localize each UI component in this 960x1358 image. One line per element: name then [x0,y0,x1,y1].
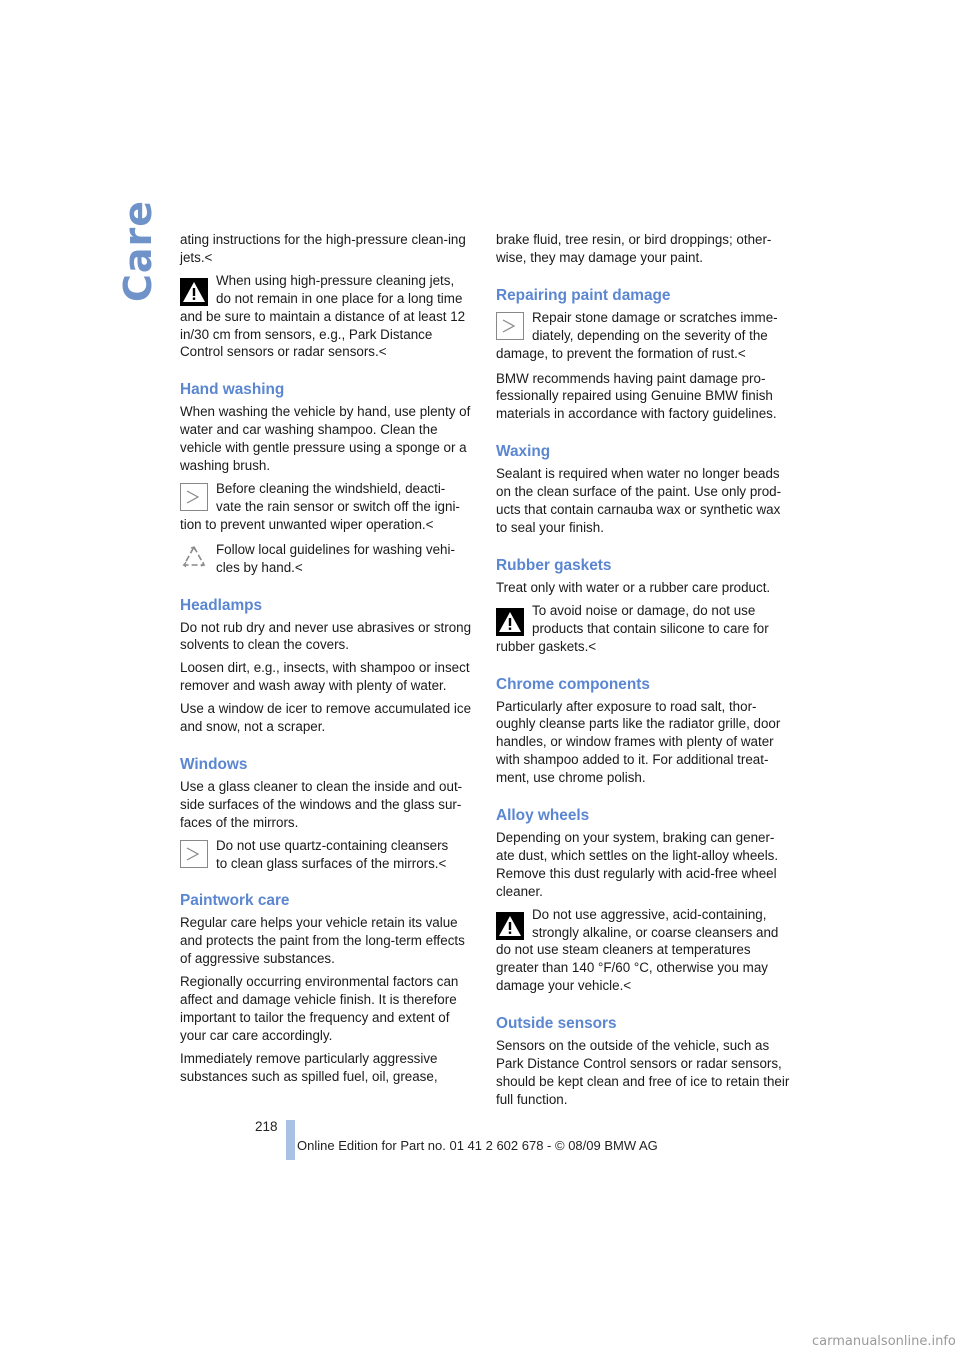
paragraph: Depending on your system, braking can gener-ate dust, which settles on the light-alloy wheels. Remove this dust regularly with acid-free wheel cleaner. [496,830,779,899]
footer-accent-bar [286,1120,295,1160]
warning-triangle-icon [496,608,524,636]
heading-outside-sensors: Outside sensors [496,1015,617,1033]
environment-note: Follow local guidelines for washing vehi- cles by hand.< [180,541,476,577]
note-arrow-icon [180,483,208,511]
warning-triangle-icon [180,278,208,306]
info-note: Repair stone damage or scratches imme- diately, depending on the severity of the damage, to prevent the formation of rust.< [496,309,778,361]
left-column [180,231,476,1091]
note-arrow-icon [180,840,208,868]
recycle-icon [180,544,208,572]
warning-note: Do not use aggressive, acid-containing, strongly alkaline, or coarse cleansers and do not use steam cleaners at temperatures greater than 140 °F/60 °C, otherwise you may damage your vehicle.< [496,906,779,994]
paragraph: Particularly after exposure to road salt, thor-oughly cleanse parts like the radiator grille, door handles, or window frames with plenty of water with shampoo added to it. For additional treat-ment, use chrome polish. [496,698,781,786]
info-note: Before cleaning the windshield, deacti- vate the rain sensor or switch off the igni- tion to prevent unwanted wiper operation.< [180,480,460,532]
paragraph: Loosen dirt, e.g., insects, with shampoo or insect remover and wash away with plenty of water. [180,660,470,694]
heading-headlamps: Headlamps [180,596,263,614]
heading-chrome-components: Chrome components [496,675,650,693]
paragraph: Sensors on the outside of the vehicle, such as Park Distance Control sensors or radar sensors, should be kept clean and free of ice to retain their full function. [496,1038,790,1107]
paragraph: brake fluid, tree resin, or bird droppings; other-wise, they may damage your paint. [496,232,772,265]
heading-windows: Windows [180,755,248,773]
heading-hand-washing: Hand washing [180,381,285,399]
paragraph: BMW recommends having paint damage pro-fessionally repaired using Genuine BMW finish materials in accordance with factory guidelines. [496,370,777,422]
page-number: 218 [255,1119,278,1134]
paragraph: Treat only with water or a rubber care product. [496,579,771,595]
paragraph: Use a window de icer to remove accumulated ice and snow, not a scraper. [180,701,472,735]
warning-triangle-icon [496,912,524,940]
paragraph: Immediately remove particularly aggressive substances such as spilled fuel, oil, grease, [180,1050,438,1084]
paragraph: Sealant is required when water no longer beads on the clean surface of the paint. Use only prod-ucts that contain carnauba wax or synthetic wax to seal your finish. [496,466,782,535]
heading-rubber-gaskets: Rubber gaskets [496,556,612,574]
section-tab-care: Care [116,199,160,302]
info-note: Do not use quartz-containing cleansers to clean glass surfaces of the mirrors.< [180,837,476,873]
paragraph: Do not rub dry and never use abrasives or strong solvents to clean the covers. [180,619,472,653]
edition-footer: Online Edition for Part no. 01 41 2 602 678 - © 08/09 BMW AG [297,1138,658,1153]
heading-paintwork-care: Paintwork care [180,892,290,910]
paragraph: Regionally occurring environmental factors can affect and damage vehicle finish. It is therefore important to tailor the frequency and extent of your car care accordingly. [180,974,459,1043]
site-watermark: carmanualsonline.info [812,1334,956,1349]
warning-note: To avoid noise or damage, do not use products that contain silicone to care for rubber gaskets.< [496,602,769,654]
paragraph: Use a glass cleaner to clean the inside and out-side surfaces of the windows and the glass sur-faces of the mirrors. [180,778,463,830]
heading-waxing: Waxing [496,443,551,461]
paragraph: Regular care helps your vehicle retain its value and protects the paint from the long-term effects of aggressive substances. [180,915,465,967]
right-column [496,231,792,1114]
warning-note: When using high-pressure cleaning jets, do not remain in one place for a long time and be sure to maintain a distance of at least 12 in/30 cm from sensors, e.g., Park Distance Control sensors or radar sensors.< [180,272,466,360]
paragraph: ating instructions for the high-pressure clean-ing jets.< [180,232,466,265]
heading-alloy-wheels: Alloy wheels [496,807,590,825]
heading-repairing-paint-damage: Repairing paint damage [496,286,671,304]
note-arrow-icon [496,312,524,340]
paragraph: When washing the vehicle by hand, use plenty of water and car washing shampoo. Clean the vehicle with gentle pressure using a sponge or a washing brush. [180,404,471,474]
